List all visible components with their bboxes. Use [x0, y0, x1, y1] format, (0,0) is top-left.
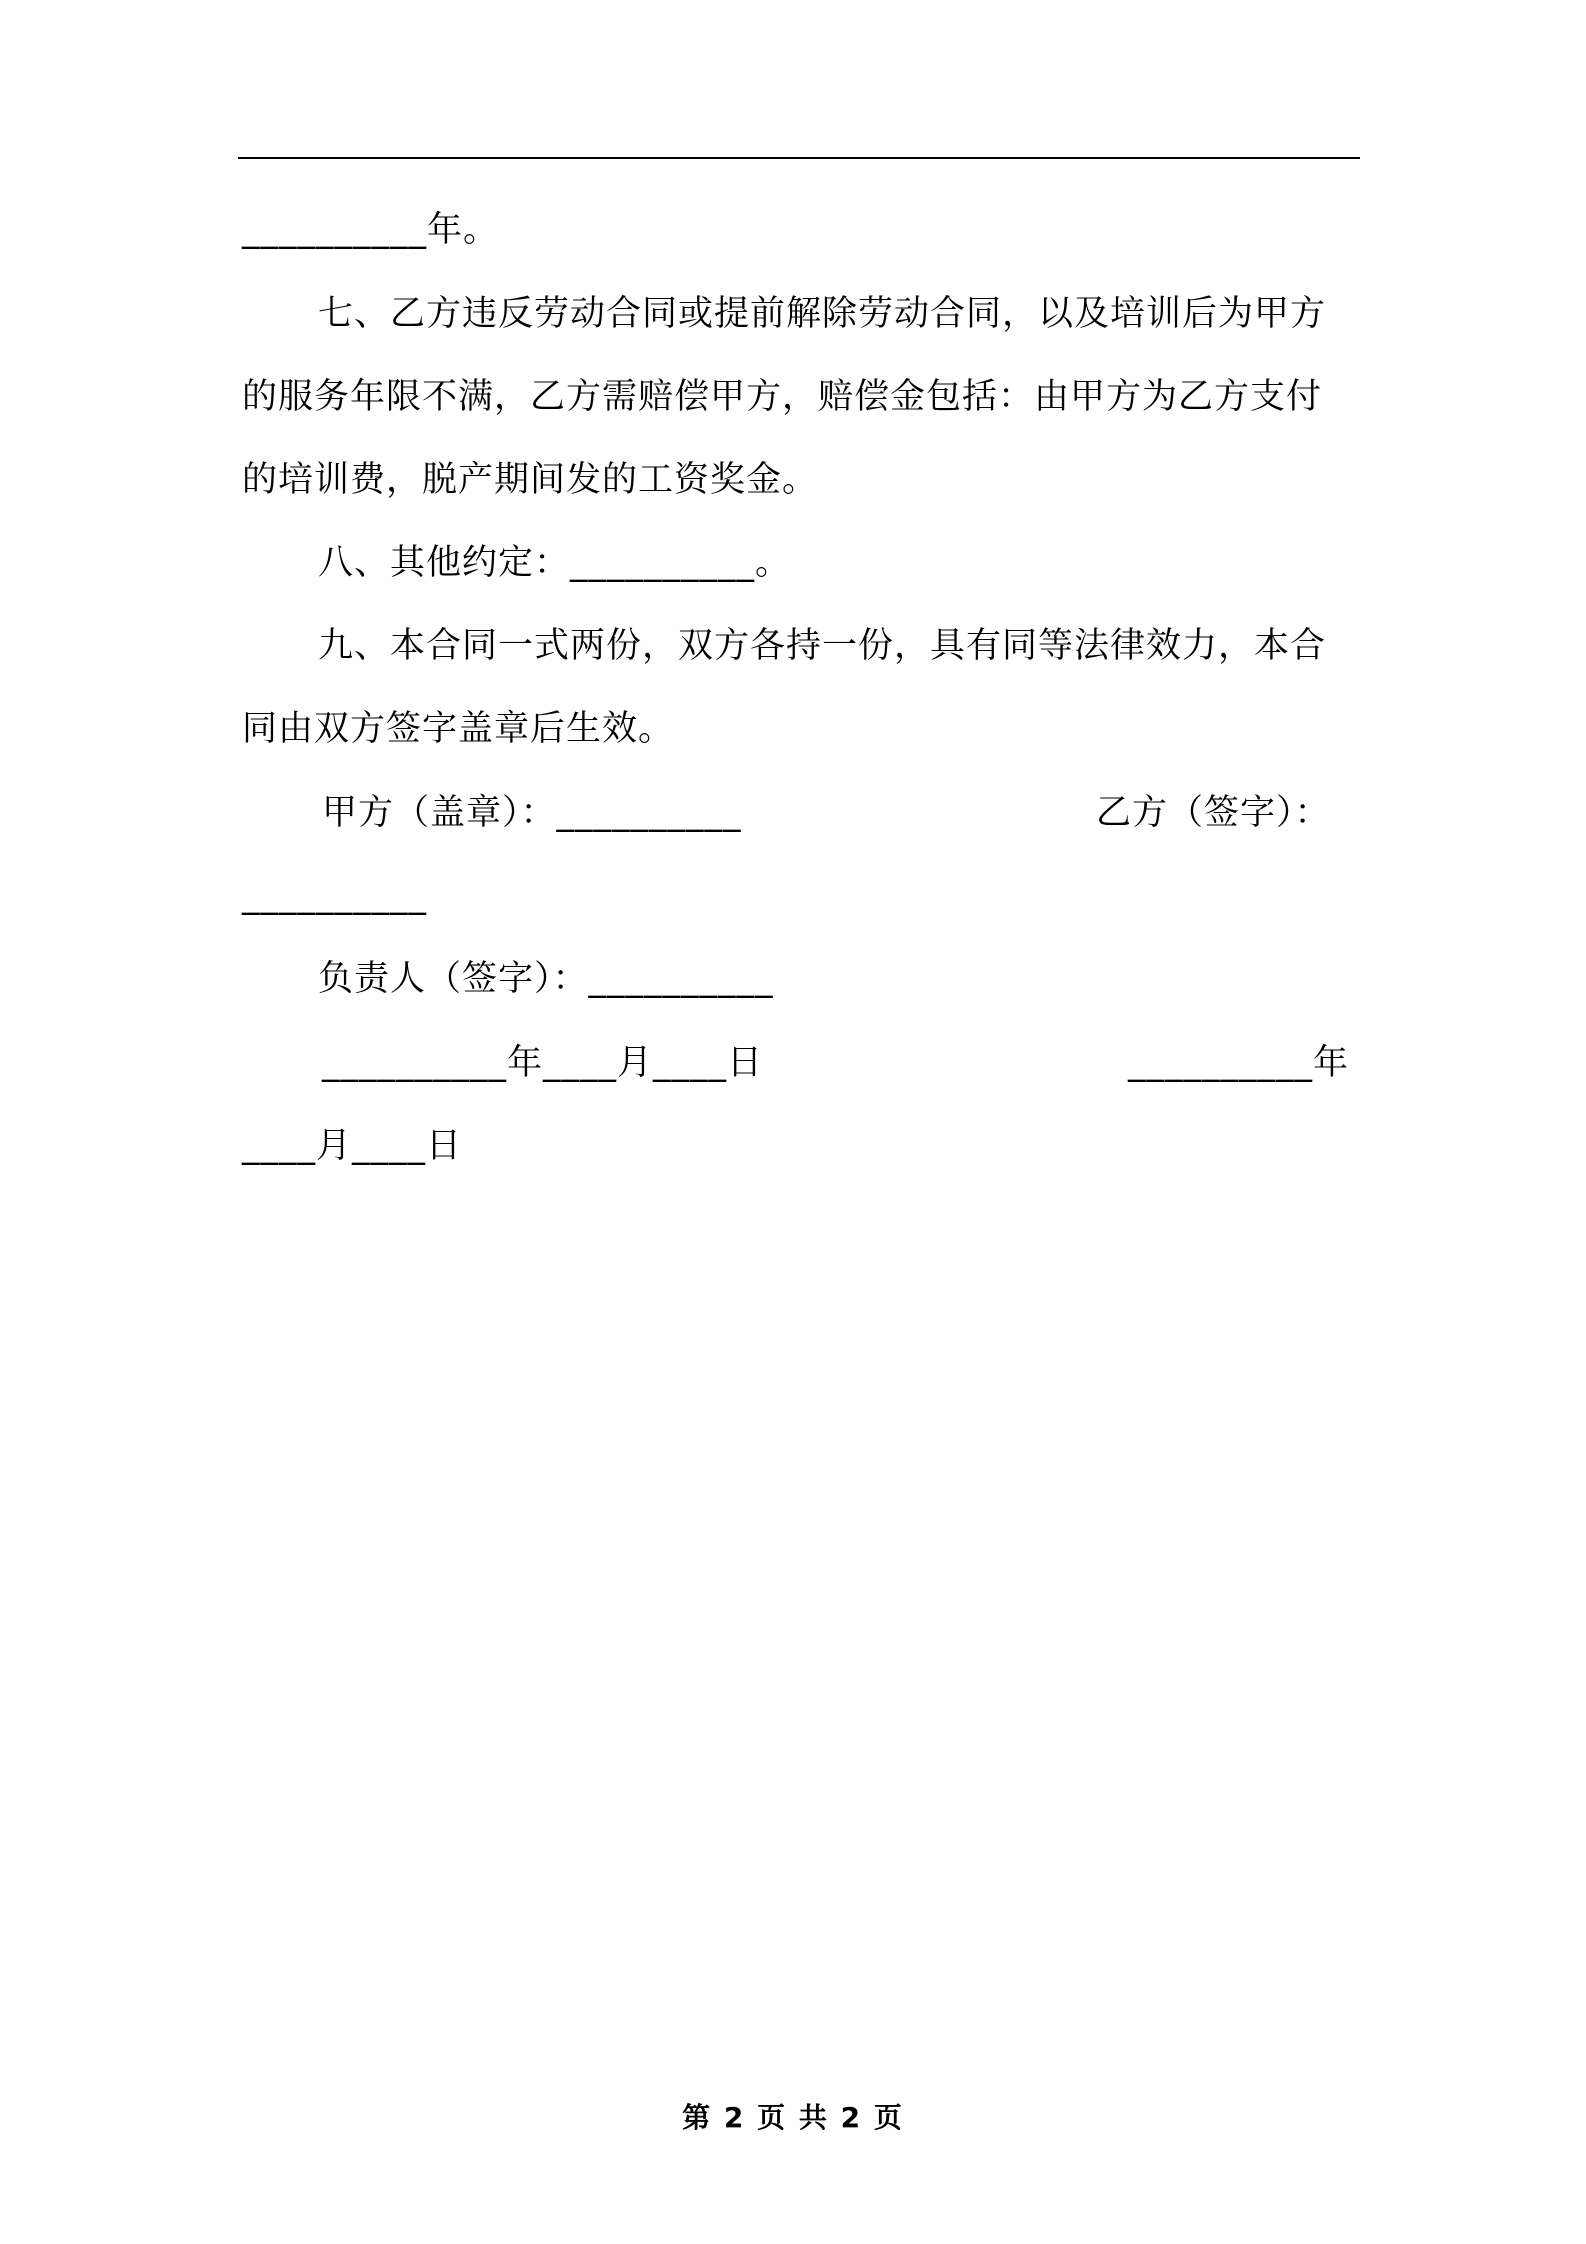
page-number: 第 2 页 共 2 页 — [682, 2101, 904, 2134]
clause-7-line-2: 的服务年限不满，乙方需赔偿甲方，赔偿金包括：由甲方为乙方支付 — [242, 377, 1323, 417]
party-b-sign-blank: __________ — [242, 876, 427, 916]
header-rule — [238, 157, 1360, 159]
clause-7-line-1: 七、乙方违反劳动合同或提前解除劳动合同，以及培训后为甲方 — [318, 294, 1327, 334]
clause-9-line-1: 九、本合同一式两份，双方各持一份，具有同等法律效力，本合 — [318, 626, 1327, 666]
clause-7-line-3: 的培训费，脱产期间发的工资奖金。 — [242, 460, 819, 500]
party-b-sign-label: 乙方（签字）： — [1096, 793, 1331, 833]
party-b-date-year: __________年 — [1128, 1043, 1350, 1083]
text-line-year-end: __________年。 — [242, 210, 500, 250]
responsible-person-sign: 负责人（签字）：__________ — [318, 959, 774, 999]
party-b-date-rest: ____月____日 — [242, 1126, 463, 1166]
party-a-date: __________年____月____日 — [322, 1043, 764, 1083]
clause-8: 八、其他约定：__________。 — [318, 543, 792, 583]
party-a-seal: 甲方（盖章）：__________ — [322, 793, 742, 833]
clause-9-line-2: 同由双方签字盖章后生效。 — [242, 709, 675, 749]
